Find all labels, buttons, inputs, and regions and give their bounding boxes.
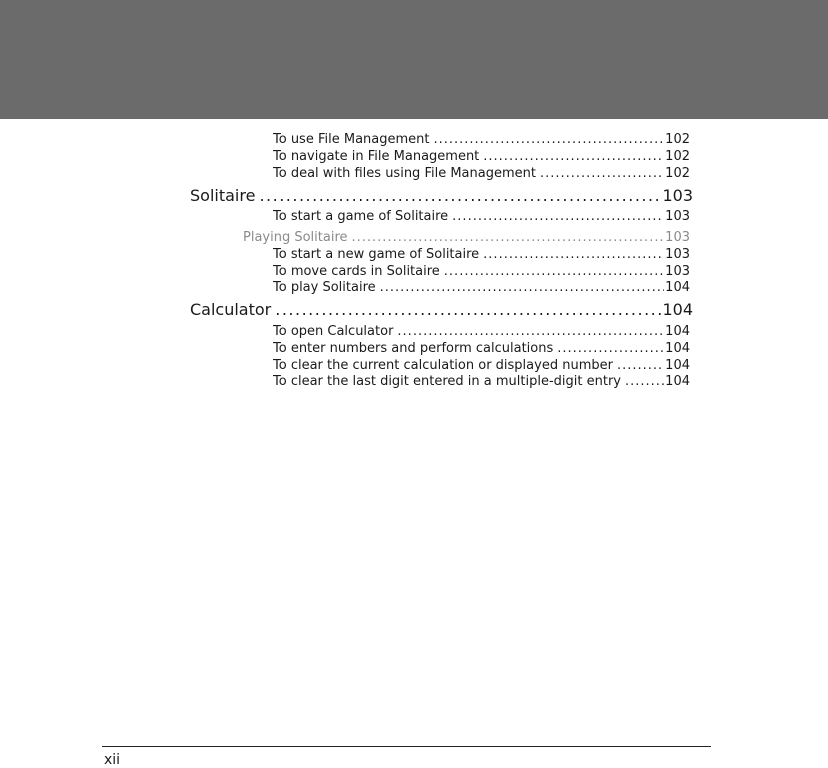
page-number: xii bbox=[104, 752, 121, 768]
toc-entry-label: Calculator bbox=[190, 300, 272, 319]
dot-leader bbox=[483, 148, 664, 165]
toc-entry-label: To play Solitaire bbox=[273, 280, 376, 295]
toc-entry-label: To move cards in Solitaire bbox=[273, 264, 440, 279]
toc-entry-label: To open Calculator bbox=[273, 324, 394, 339]
toc-entry-page: 104 bbox=[665, 324, 690, 339]
toc-entry-page: 103 bbox=[665, 209, 690, 224]
toc-entry[interactable] bbox=[273, 340, 690, 357]
toc-entry-page: 102 bbox=[665, 149, 690, 164]
dot-leader bbox=[352, 229, 665, 246]
dot-leader bbox=[540, 165, 664, 182]
dot-leader bbox=[397, 323, 664, 340]
toc-entry-page: 103 bbox=[665, 264, 690, 279]
dot-leader bbox=[452, 208, 664, 225]
toc-entry[interactable] bbox=[273, 131, 690, 148]
toc-entry-page: 103 bbox=[665, 247, 690, 262]
dot-leader bbox=[444, 263, 664, 280]
toc-entry-page: 102 bbox=[665, 166, 690, 181]
toc-entry[interactable] bbox=[273, 263, 690, 280]
dot-leader bbox=[275, 299, 661, 320]
toc-entry[interactable] bbox=[273, 208, 690, 225]
toc-entry[interactable] bbox=[273, 323, 690, 340]
toc-section-entry[interactable] bbox=[190, 299, 693, 320]
toc-entry-page: 104 bbox=[665, 280, 690, 295]
toc-entry-label: To deal with files using File Management bbox=[273, 166, 536, 181]
toc-entry-label: Playing Solitaire bbox=[243, 230, 348, 245]
toc-entry-label: To enter numbers and perform calculations bbox=[273, 341, 554, 356]
dot-leader bbox=[557, 340, 664, 357]
toc-entry-label: To start a game of Solitaire bbox=[273, 209, 449, 224]
toc-entry-label: To start a new game of Solitaire bbox=[273, 247, 480, 262]
dot-leader bbox=[625, 373, 664, 390]
toc-entry-label: To navigate in File Management bbox=[273, 149, 480, 164]
toc-entry-label: To clear the current calculation or displayed number bbox=[273, 358, 613, 373]
toc-entry-page: 103 bbox=[665, 230, 690, 245]
toc-entry-page: 104 bbox=[665, 341, 690, 356]
dot-leader bbox=[259, 185, 661, 206]
header-band bbox=[0, 0, 828, 119]
toc-entry[interactable] bbox=[273, 148, 690, 165]
toc-entry-page: 104 bbox=[662, 300, 693, 319]
toc-entry[interactable] bbox=[273, 165, 690, 182]
toc-entry-label: Solitaire bbox=[190, 186, 256, 205]
dot-leader bbox=[433, 131, 664, 148]
toc-entry[interactable] bbox=[273, 373, 690, 390]
toc-entry-page: 104 bbox=[665, 358, 690, 373]
dot-leader bbox=[617, 357, 664, 374]
toc-entry-page: 103 bbox=[662, 186, 693, 205]
toc-entry[interactable] bbox=[273, 279, 690, 296]
footer-rule bbox=[102, 746, 711, 747]
toc-entry-page: 102 bbox=[665, 132, 690, 147]
toc-entry-label: To clear the last digit entered in a multiple-digit entry bbox=[273, 374, 621, 389]
dot-leader bbox=[483, 246, 664, 263]
toc-subsection-entry[interactable] bbox=[243, 229, 690, 246]
toc-entry-label: To use File Management bbox=[273, 132, 430, 147]
toc-entry[interactable] bbox=[273, 246, 690, 263]
toc-entry[interactable] bbox=[273, 357, 690, 374]
toc-entry-page: 104 bbox=[665, 374, 690, 389]
dot-leader bbox=[380, 279, 665, 296]
toc-section-entry[interactable] bbox=[190, 185, 693, 206]
